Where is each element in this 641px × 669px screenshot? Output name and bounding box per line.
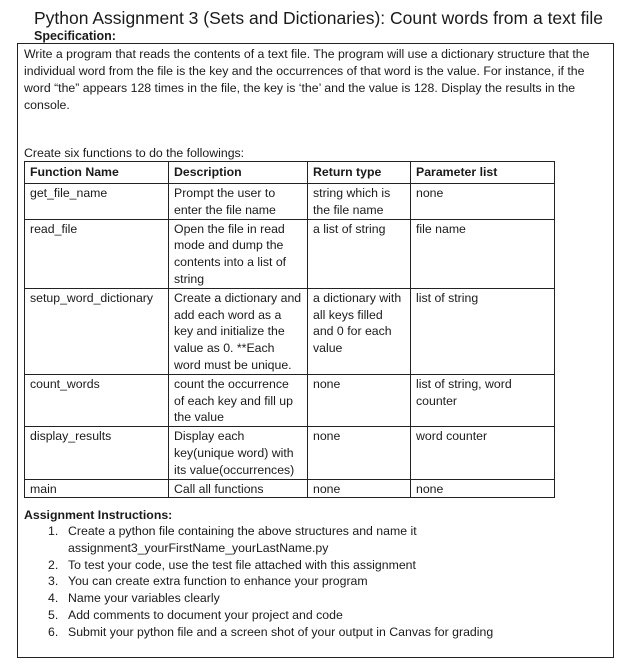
specification-label: Specification: — [34, 29, 116, 43]
cell-return-type: none — [308, 374, 411, 426]
cell-parameter-list: word counter — [411, 427, 555, 479]
header-parameter-list: Parameter list — [411, 162, 555, 184]
list-number: 1. — [48, 524, 59, 538]
list-number: 5. — [48, 607, 59, 622]
header-return-type: Return type — [308, 162, 411, 184]
list-number: 3. — [48, 574, 59, 589]
list-item — [24, 607, 604, 624]
cell-description: Create a dictionary and add each word as a key and initialize the value as 0. **Each word must be unique. — [169, 288, 308, 374]
table-row — [25, 184, 555, 220]
cell-parameter-list: list of string, word counter — [411, 374, 555, 426]
table-header-row — [25, 162, 555, 184]
cell-return-type: a list of string — [308, 219, 411, 288]
instructions-label: Assignment Instructions: — [24, 508, 173, 522]
table-row — [25, 427, 555, 479]
list-text: Name your variables clearly — [68, 591, 220, 606]
page-title: Python Assignment 3 (Sets and Dictionaries): Count words from a text file — [34, 8, 604, 28]
cell-function-name: read_file — [25, 219, 169, 288]
list-item — [24, 523, 604, 557]
list-item — [24, 557, 604, 574]
table-row — [25, 288, 555, 374]
list-text: You can create extra function to enhance your program — [68, 574, 368, 589]
list-text: Add comments to document your project and code — [68, 607, 343, 622]
list-number: 6. — [48, 624, 59, 639]
table-row — [25, 479, 555, 498]
cell-parameter-list: none — [411, 479, 555, 498]
list-item — [24, 573, 604, 590]
list-text: To test your code, use the test file attached with this assignment — [68, 557, 416, 572]
cell-description: count the occurrence of each key and fill up the value — [169, 374, 308, 426]
cell-return-type: none — [308, 427, 411, 479]
header-function-name: Function Name — [25, 162, 169, 184]
cell-function-name: main — [25, 479, 169, 498]
cell-function-name: count_words — [25, 374, 169, 426]
cell-parameter-list: none — [411, 184, 555, 220]
instructions-list — [24, 523, 604, 641]
cell-description: Open the file in read mode and dump the contents into a list of string — [169, 219, 308, 288]
cell-parameter-list: list of string — [411, 288, 555, 374]
list-text: Create a python file containing the above structures and name it assignment3_yourFirstName_yourLastName.py — [68, 524, 417, 555]
cell-parameter-list: file name — [411, 219, 555, 288]
cell-function-name: setup_word_dictionary — [25, 288, 169, 374]
cell-description: Display each key(unique word) with its value(occurrences) — [169, 427, 308, 479]
cell-description: Prompt the user to enter the file name — [169, 184, 308, 220]
header-description: Description — [169, 162, 308, 184]
cell-function-name: get_file_name — [25, 184, 169, 220]
list-item — [24, 590, 604, 607]
cell-function-name: display_results — [25, 427, 169, 479]
list-number: 4. — [48, 591, 59, 606]
cell-description: Call all functions — [169, 479, 308, 498]
cell-return-type: string which is the file name — [308, 184, 411, 220]
table-caption: Create six functions to do the followings: — [24, 146, 245, 160]
list-number: 2. — [48, 557, 59, 572]
cell-return-type: a dictionary with all keys filled and 0 for each value — [308, 288, 411, 374]
table-row — [25, 374, 555, 426]
table-row — [25, 219, 555, 288]
list-item — [24, 624, 604, 641]
intro-paragraph: Write a program that reads the contents of a text file. The program will use a dictionary structure that the individual word from the file is the key and the occurrences of that word is the value. For instance, if the word “the” appears 128 times in the file, the key is ‘the’ and the value is 128. Display the results in the console. — [24, 47, 590, 112]
functions-table — [24, 161, 555, 498]
list-text: Submit your python file and a screen shot of your output in Canvas for grading — [68, 624, 494, 639]
cell-return-type: none — [308, 479, 411, 498]
